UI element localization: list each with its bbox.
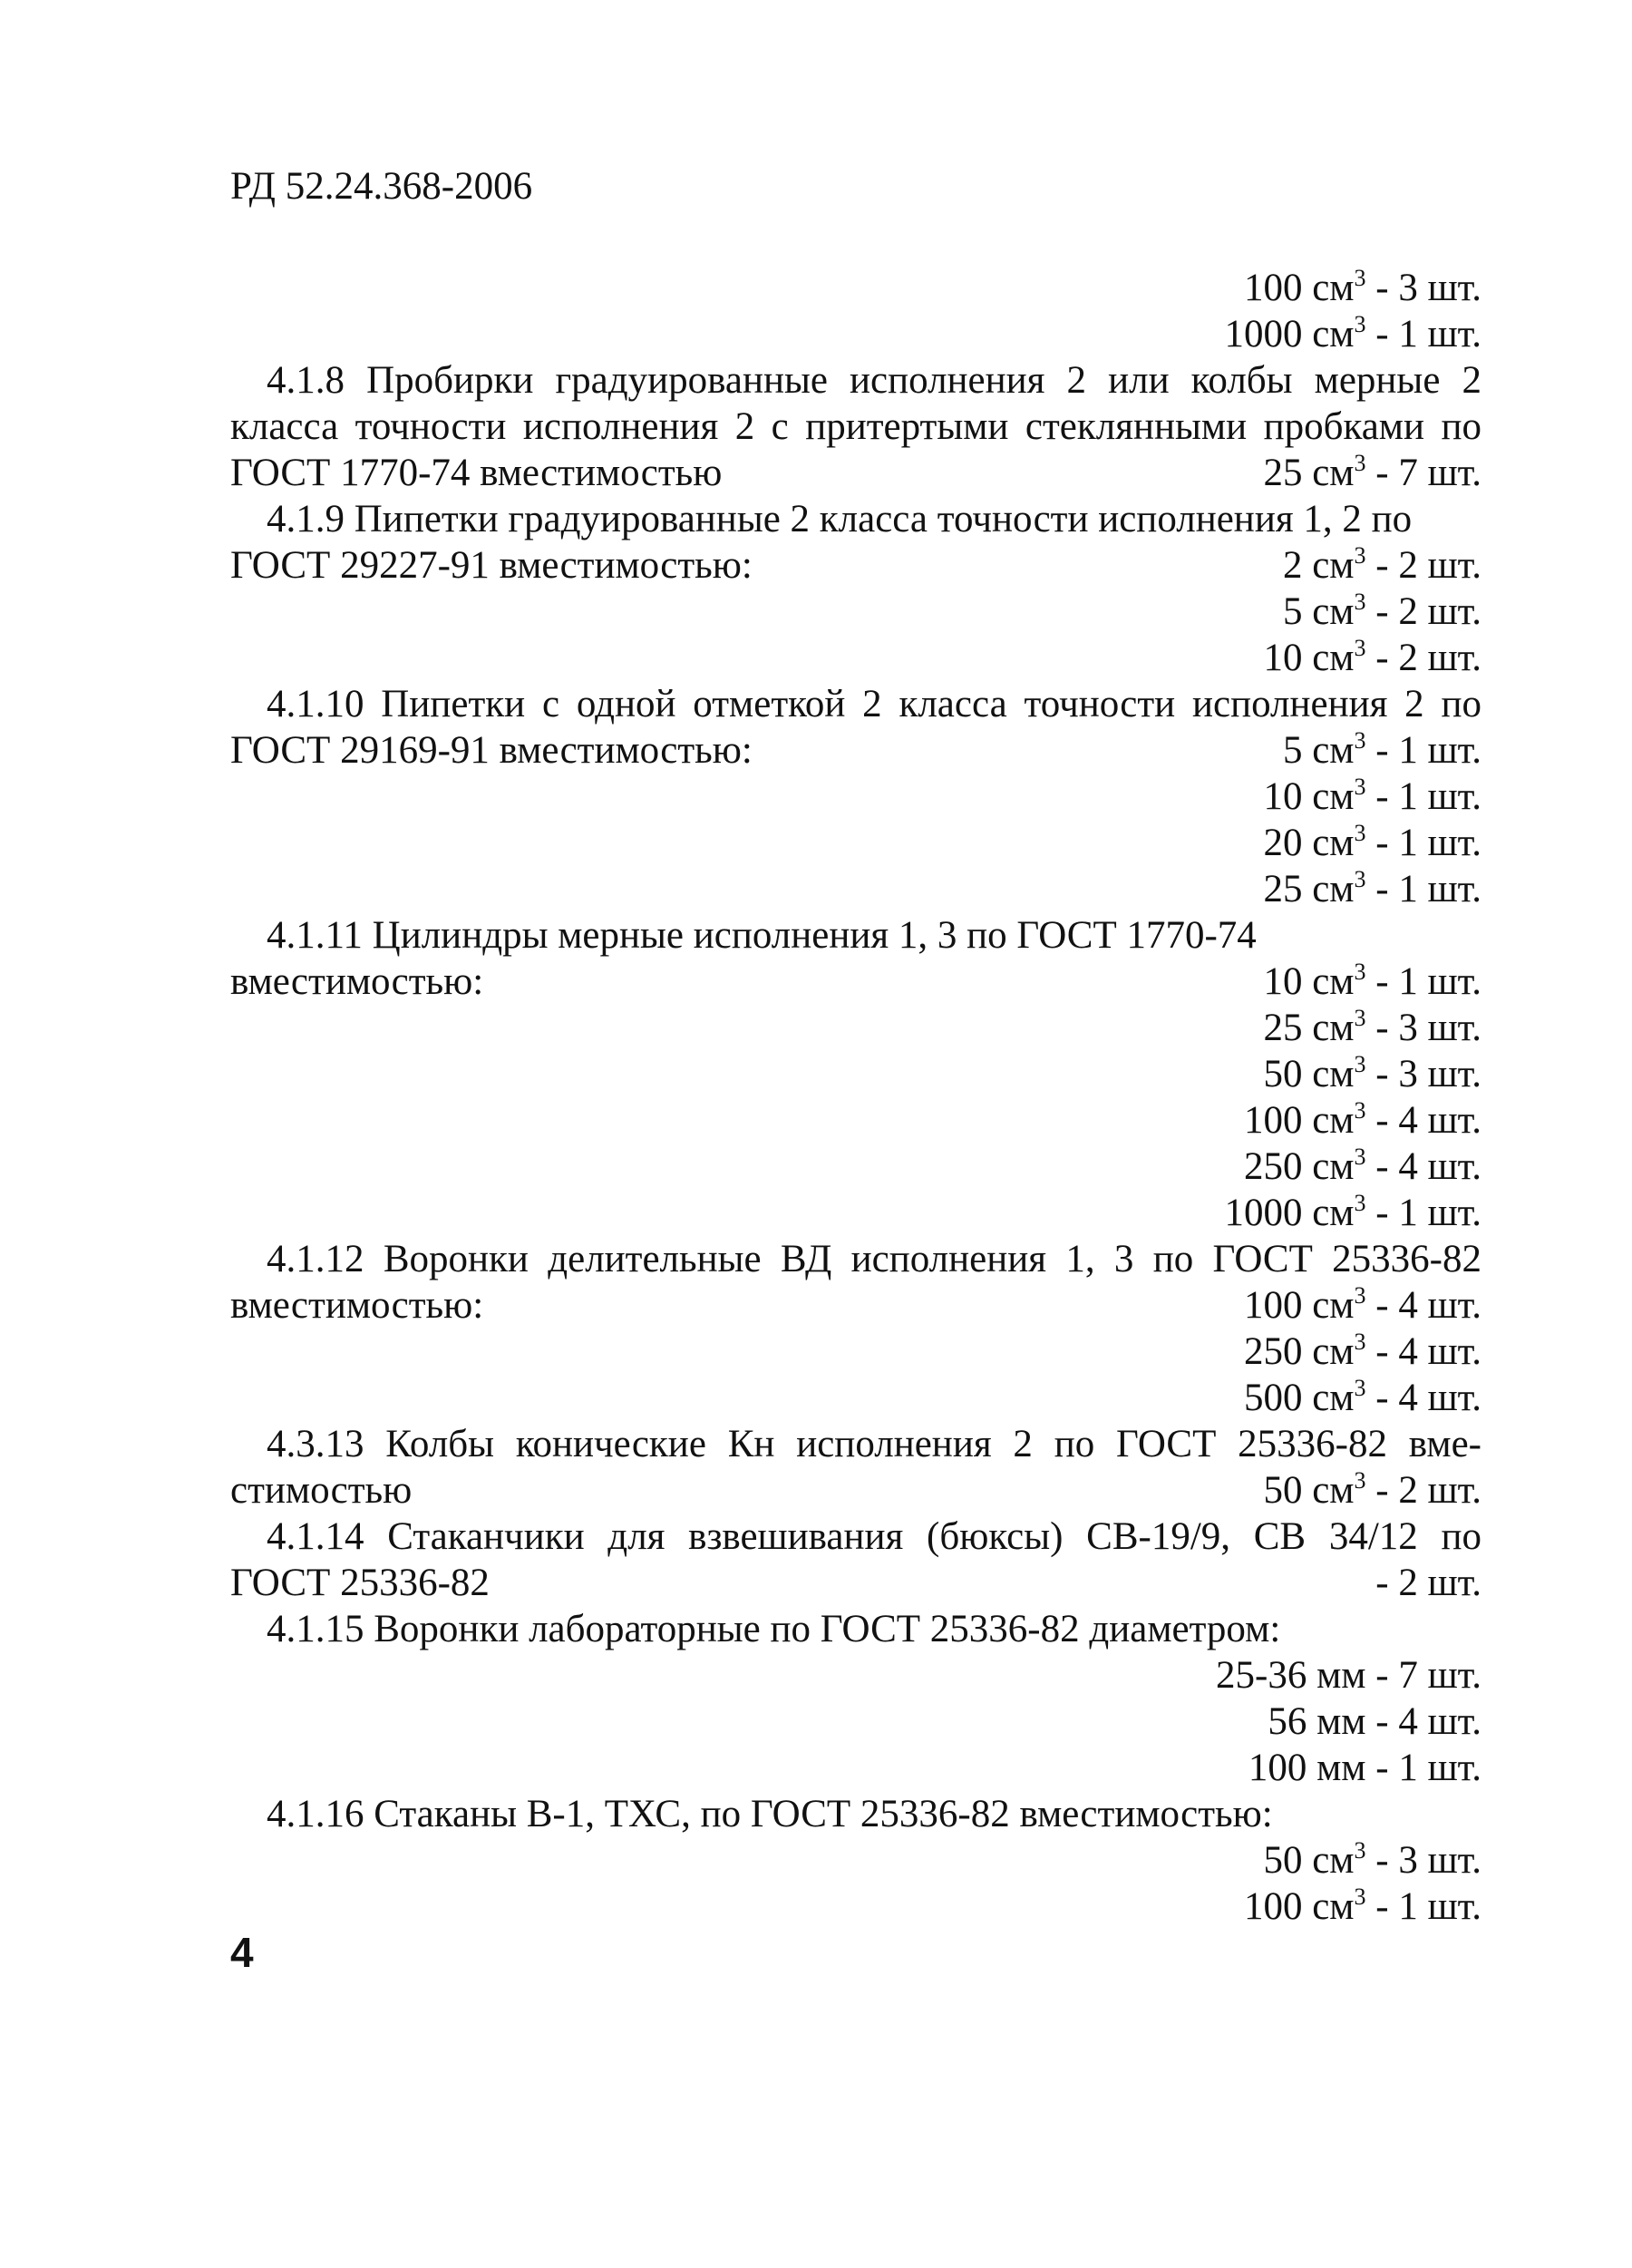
item-4-1-8-line1: 4.1.8 Пробирки градуированные исполнения 2 или колбы мерные 2 (267, 359, 1481, 402)
item-4-1-9-line1: 4.1.9 Пипетки градуированные 2 класса точности исполнения 1, 2 по (267, 498, 1413, 540)
list-item: 25 $см^3 - 3$ шт. (1263, 1005, 1481, 1049)
item-4-1-9-line2: ГОСТ 29227-91 вместимостью: 2 $см^3 - 2$ шт. (230, 542, 1481, 587)
list-item: 20 $см^3 - 1$ шт. (1263, 820, 1481, 864)
item-4-1-11-line1: 4.1.11 Цилиндры мерные исполнения 1, 3 по ГОСТ 1770-74 (267, 914, 1257, 957)
equipment-list (230, 265, 1481, 1930)
item-4-1-11-line2: вместимостью: 10 $см^3 - 1$ шт. (230, 959, 1481, 1003)
item-4-1-12-line2: вместимостью: 100 $см^3 - 4$ шт. (230, 1282, 1481, 1327)
list-item: 5 $см^3 - 2$ шт. (1282, 589, 1481, 633)
item-4-1-12-line1: 4.1.12 Воронки делительные ВД исполнения 1, 3 по ГОСТ 25336-82 (267, 1238, 1481, 1280)
item-4-3-13-line2: стимостью 50 $см^3 - 2$ шт. (230, 1467, 1481, 1512)
item-4-3-13-line1: 4.3.13 Колбы конические Кн исполнения 2 по ГОСТ 25336-82 вме- (267, 1423, 1481, 1465)
list-item: 100 $см^3 - 3$ шт. (1243, 265, 1481, 309)
list-item: 1000 $см^3 - 1$ шт. (1224, 1190, 1481, 1234)
list-item: 25 $см^3 - 1$ шт. (1263, 866, 1481, 910)
list-item: 50 $см^3 - 3$ шт. (1263, 1051, 1481, 1095)
document-code-header: РД 52.24.368-2006 (230, 165, 533, 208)
item-4-1-15-line1: 4.1.15 Воронки лабораторные по ГОСТ 25336-82 диаметром: (267, 1608, 1281, 1650)
list-item: 250 $см^3 - 4$ шт. (1243, 1329, 1481, 1373)
item-4-1-14-line1: 4.1.14 Стаканчики для взвешивания (бюксы) СВ-19/9, СВ 34/12 по (267, 1515, 1481, 1558)
item-4-1-10-line1: 4.1.10 Пипетки с одной отметкой 2 класса точности исполнения 2 по (267, 683, 1481, 725)
list-item: 1000 $см^3 - 1$ шт. (1224, 311, 1481, 355)
list-item: 10 $см^3 - 2$ шт. (1263, 635, 1481, 679)
item-4-1-14-line2: ГОСТ 25336-82 - 2 шт. (230, 1562, 1481, 1604)
list-item: 50 $см^3 - 3$ шт. (1263, 1837, 1481, 1882)
list-item: 10 $см^3 - 1$ шт. (1263, 774, 1481, 818)
list-item: 25-36 мм - 7 шт. (1216, 1654, 1481, 1697)
item-4-1-10-line2: ГОСТ 29169-91 вместимостью: 5 $см^3 - 1$ шт. (230, 727, 1481, 772)
page-number: 4 (230, 1929, 254, 1976)
item-4-1-8-line2: класса точности исполнения 2 с притертыми стеклянными пробками по (230, 405, 1481, 448)
list-item: 56 мм - 4 шт. (1268, 1700, 1481, 1743)
list-item: 500 $см^3 - 4$ шт. (1243, 1375, 1481, 1419)
item-4-1-16-line1: 4.1.16 Стаканы В-1, ТХС, по ГОСТ 25336-82 вместимостью: (267, 1793, 1273, 1835)
list-item: 250 $см^3 - 4$ шт. (1243, 1144, 1481, 1188)
list-item: 100 мм - 1 шт. (1248, 1747, 1481, 1789)
list-item: 100 $см^3 - 4$ шт. (1243, 1097, 1481, 1142)
list-item: 100 $см^3 - 1$ шт. (1243, 1884, 1481, 1928)
item-4-1-8-line3: ГОСТ 1770-74 вместимостью 25 $см^3 - 7$ шт. (230, 450, 1481, 494)
